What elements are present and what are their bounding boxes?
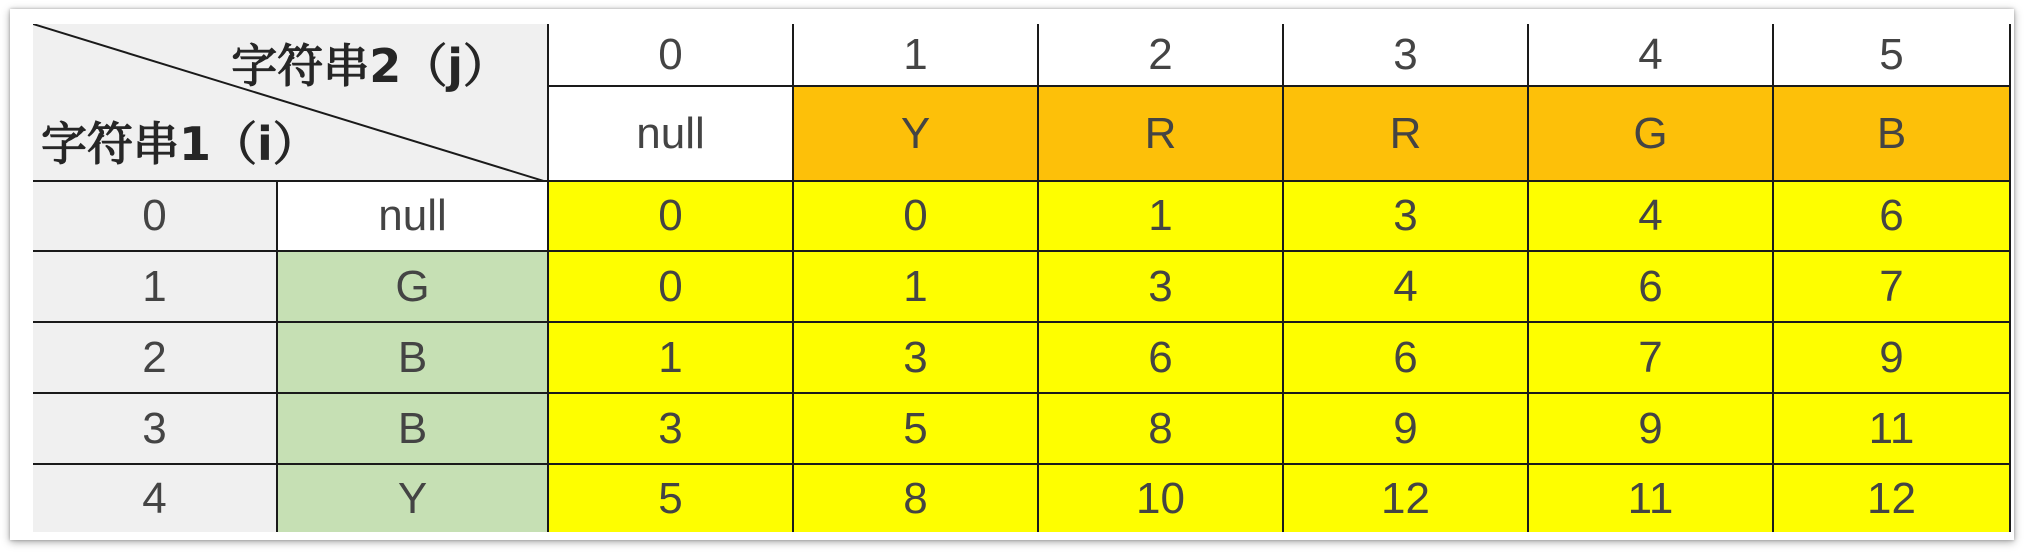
column-char: null <box>547 87 792 182</box>
row-char: B <box>276 323 547 394</box>
matrix-cell: 0 <box>547 182 792 252</box>
matrix-cell: 7 <box>1527 323 1772 394</box>
table-frame <box>10 9 2014 540</box>
column-index: 4 <box>1527 24 1772 87</box>
column-char: R <box>1037 87 1282 182</box>
row-char: G <box>276 252 547 323</box>
column-char: B <box>1772 87 2009 182</box>
row-char: B <box>276 394 547 465</box>
matrix-cell: 1 <box>1037 182 1282 252</box>
column-index: 1 <box>792 24 1037 87</box>
matrix-cell: 3 <box>792 323 1037 394</box>
column-axis-label: 字符串2（j） <box>231 39 509 93</box>
matrix-cell: 5 <box>792 394 1037 465</box>
matrix-cell: 3 <box>1282 182 1527 252</box>
matrix-cell: 4 <box>1282 252 1527 323</box>
matrix-cell: 3 <box>547 394 792 465</box>
row-char: null <box>276 182 547 252</box>
corner-header <box>33 24 547 182</box>
row-index: 0 <box>33 182 276 252</box>
row-index: 3 <box>33 394 276 465</box>
matrix-cell: 6 <box>1282 323 1527 394</box>
row-index: 4 <box>33 465 276 532</box>
matrix-cell: 11 <box>1772 394 2009 465</box>
column-char: Y <box>792 87 1037 182</box>
row-axis-label: 字符串1（i） <box>41 117 319 171</box>
matrix-cell: 0 <box>792 182 1037 252</box>
matrix-cell: 7 <box>1772 252 2009 323</box>
matrix-cell: 5 <box>547 465 792 532</box>
matrix-cell: 6 <box>1037 323 1282 394</box>
matrix-cell: 1 <box>547 323 792 394</box>
matrix-cell: 8 <box>1037 394 1282 465</box>
matrix-cell: 9 <box>1282 394 1527 465</box>
matrix-cell: 9 <box>1772 323 2009 394</box>
matrix-cell: 8 <box>792 465 1037 532</box>
matrix-cell: 9 <box>1527 394 1772 465</box>
column-char: G <box>1527 87 1772 182</box>
row-index: 2 <box>33 323 276 394</box>
matrix-cell: 4 <box>1527 182 1772 252</box>
row-char: Y <box>276 465 547 532</box>
matrix-cell: 3 <box>1037 252 1282 323</box>
row-index: 1 <box>33 252 276 323</box>
matrix-cell: 12 <box>1772 465 2009 532</box>
matrix-cell: 1 <box>792 252 1037 323</box>
matrix-cell: 11 <box>1527 465 1772 532</box>
column-index: 2 <box>1037 24 1282 87</box>
matrix-cell: 6 <box>1527 252 1772 323</box>
column-index: 5 <box>1772 24 2009 87</box>
dp-table <box>33 24 2011 532</box>
column-index: 0 <box>547 24 792 87</box>
column-index: 3 <box>1282 24 1527 87</box>
column-char: R <box>1282 87 1527 182</box>
matrix-cell: 12 <box>1282 465 1527 532</box>
matrix-cell: 6 <box>1772 182 2009 252</box>
matrix-cell: 10 <box>1037 465 1282 532</box>
matrix-cell: 0 <box>547 252 792 323</box>
